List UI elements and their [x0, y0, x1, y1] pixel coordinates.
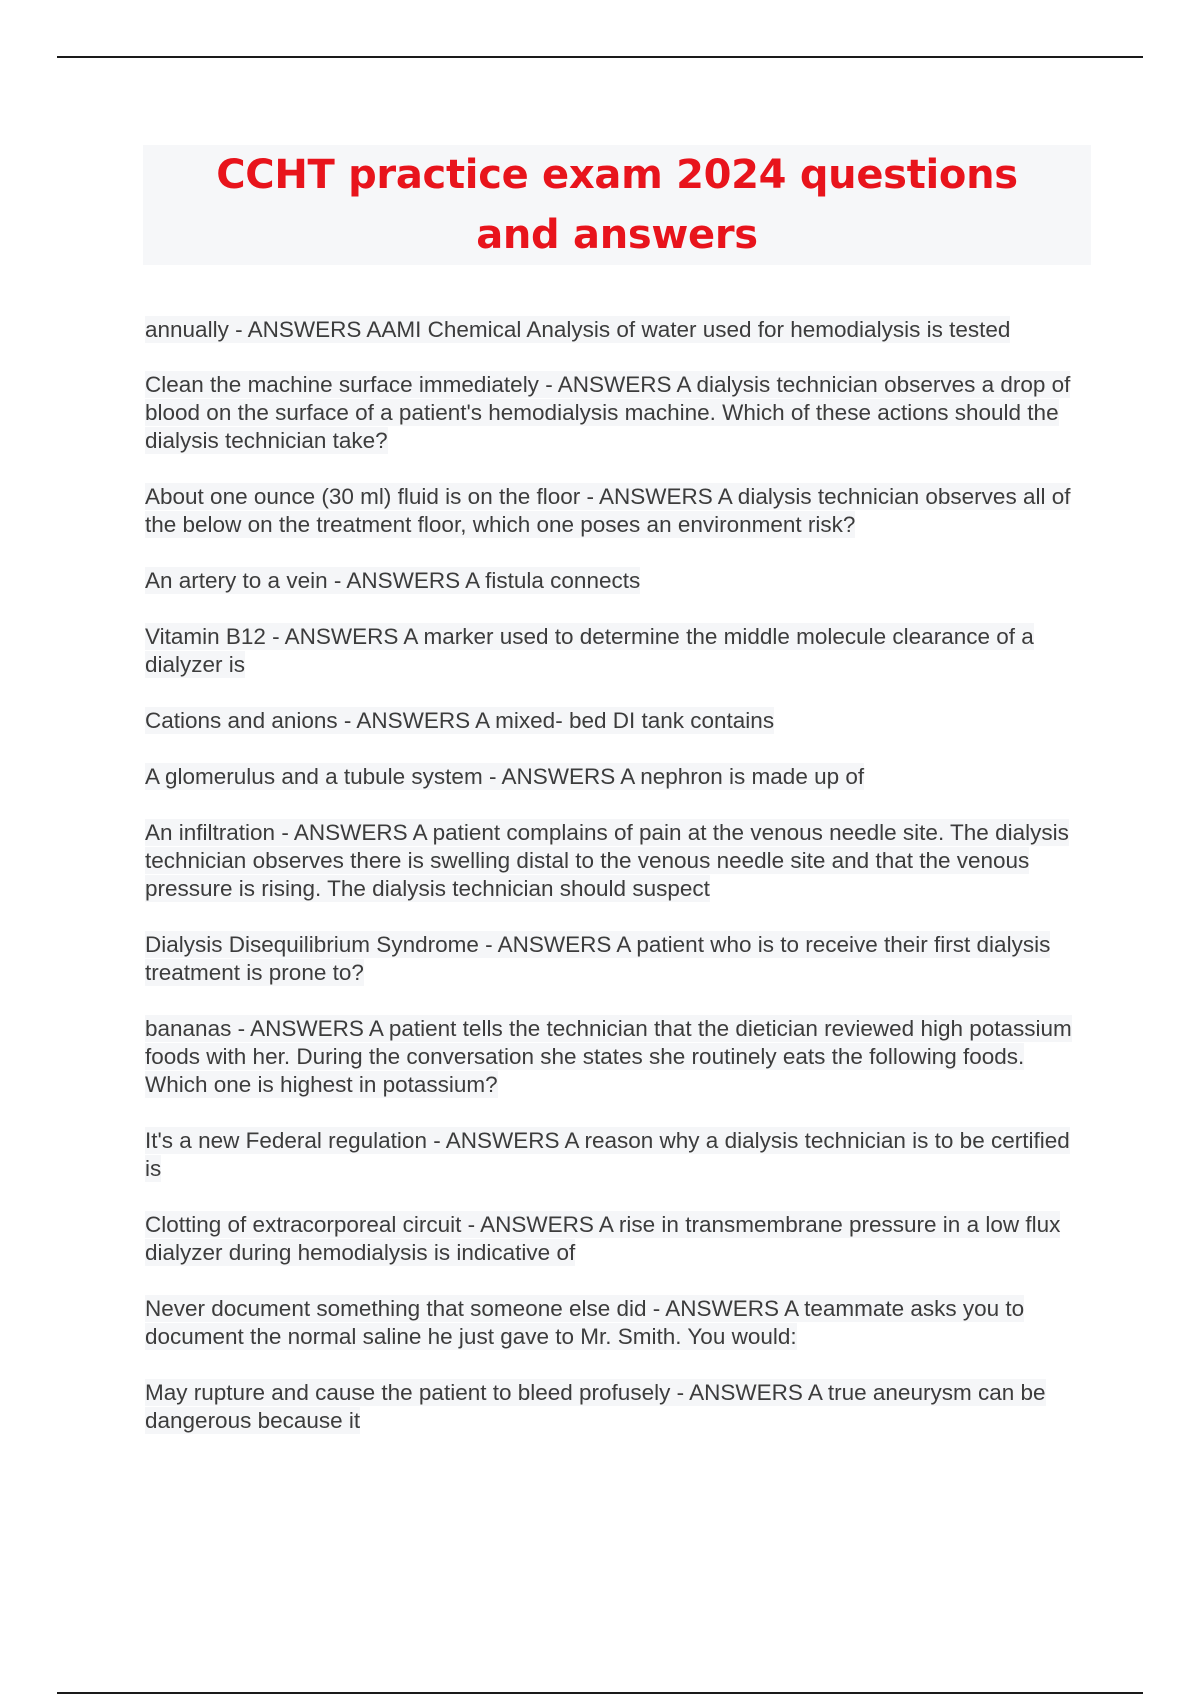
qa-item	[145, 371, 1085, 455]
qa-text: May rupture and cause the patient to bleed profusely - ANSWERS A true aneurysm can be dangerous because it	[145, 1380, 1046, 1433]
qa-text: Cations and anions - ANSWERS A mixed- bed DI tank contains	[145, 708, 775, 733]
qa-text: A glomerulus and a tubule system - ANSWERS A nephron is made up of	[145, 764, 865, 789]
top-rule	[57, 56, 1143, 58]
qa-text: Clean the machine surface immediately - ANSWERS A dialysis technician observes a drop of blood on the surface of a patient's hemodialysis machine. Which of these actions should the dialysis technician take?	[145, 372, 1071, 453]
qa-item	[145, 763, 1085, 791]
qa-list	[145, 316, 1085, 1463]
qa-item	[145, 567, 1085, 595]
qa-text: An artery to a vein - ANSWERS A fistula connects	[145, 568, 641, 593]
qa-item	[145, 819, 1085, 903]
qa-text: About one ounce (30 ml) fluid is on the floor - ANSWERS A dialysis technician observes all of the below on the treatment floor, which one poses an environment risk?	[145, 484, 1071, 537]
qa-item	[145, 707, 1085, 735]
qa-item	[145, 1211, 1085, 1267]
qa-item	[145, 623, 1085, 679]
qa-item	[145, 316, 1085, 344]
qa-text: Clotting of extracorporeal circuit - ANSWERS A rise in transmembrane pressure in a low flux dialyzer during hemodialysis is indicative of	[145, 1212, 1061, 1265]
qa-item	[145, 483, 1085, 539]
qa-text: An infiltration - ANSWERS A patient complains of pain at the venous needle site. The dialysis technician observes there is swelling distal to the venous needle site and that the venous pressure is rising. The dialysis technician should suspect	[145, 820, 1069, 901]
qa-text: bananas - ANSWERS A patient tells the technician that the dietician reviewed high potassium foods with her. During the conversation she states she routinely eats the following foods. Which one is highest in potassium?	[145, 1016, 1072, 1097]
qa-text: Dialysis Disequilibrium Syndrome - ANSWERS A patient who is to receive their first dialysis treatment is prone to?	[145, 932, 1051, 985]
title-banner	[143, 145, 1091, 265]
qa-item	[145, 1127, 1085, 1183]
qa-text: It's a new Federal regulation - ANSWERS A reason why a dialysis technician is to be certified is	[145, 1128, 1070, 1181]
qa-item	[145, 1295, 1085, 1351]
qa-text: Never document something that someone else did - ANSWERS A teammate asks you to document the normal saline he just gave to Mr. Smith. You would:	[145, 1296, 1025, 1349]
qa-text: annually - ANSWERS AAMI Chemical Analysis of water used for hemodialysis is tested	[145, 317, 1011, 342]
qa-item	[145, 1015, 1085, 1099]
qa-text: Vitamin B12 - ANSWERS A marker used to determine the middle molecule clearance of a dialyzer is	[145, 624, 1034, 677]
qa-item	[145, 1379, 1085, 1435]
bottom-rule	[57, 1692, 1143, 1694]
page-title: CCHT practice exam 2024 questions and answers	[216, 152, 1018, 258]
qa-item	[145, 931, 1085, 987]
